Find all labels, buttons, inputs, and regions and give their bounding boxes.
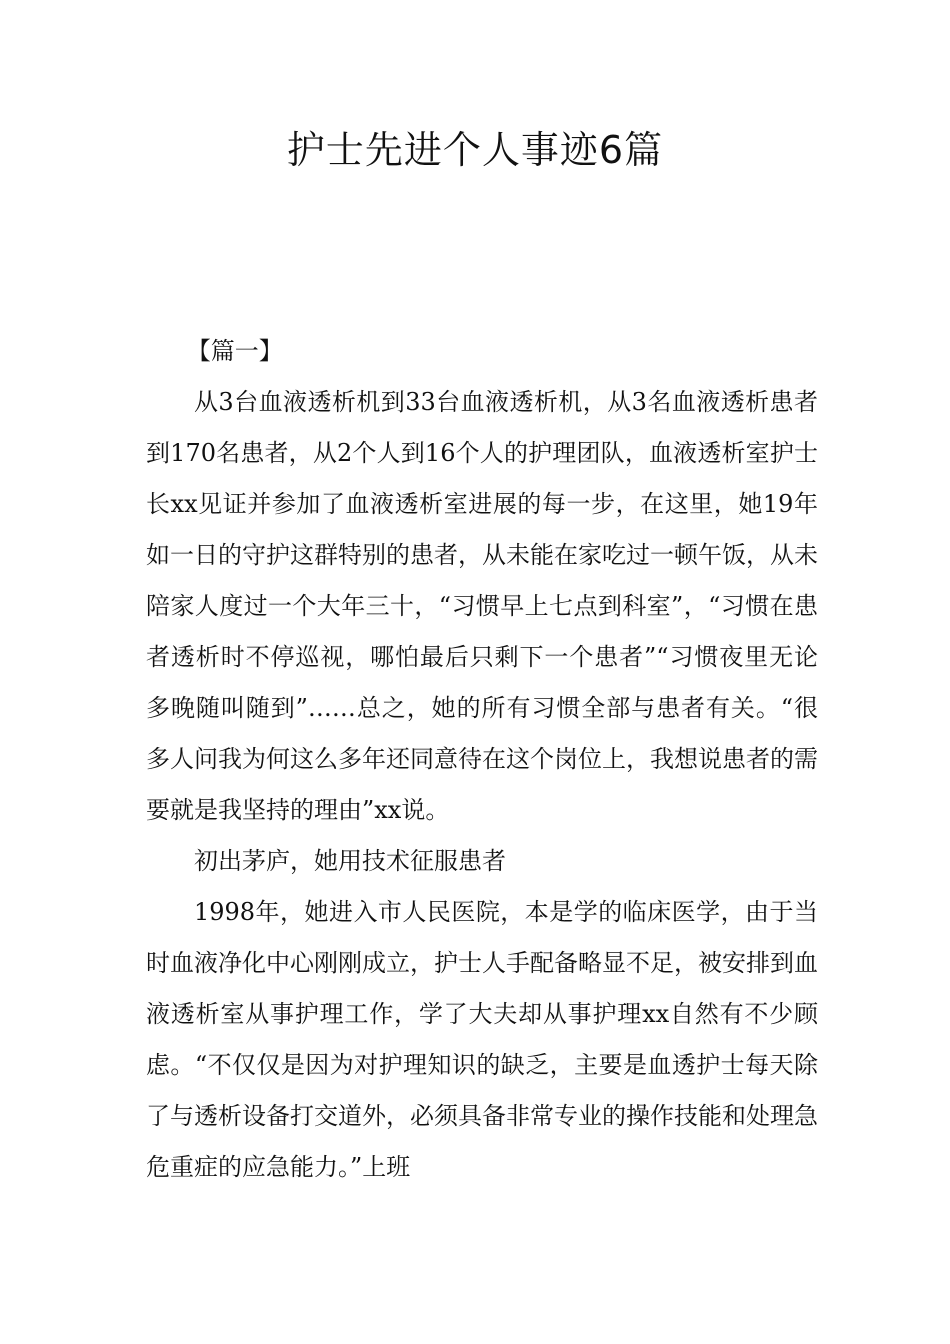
document-body [146,326,818,1193]
paragraph: 1998年，她进入市人民医院，本是学的临床医学，由于当时血液净化中心刚刚成立，护士人手配备略显不足，被安排到血液透析室从事护理工作，学了大夫却从事护理xx自然有不少顾虑。“不仅仅是因为对护理知识的缺乏，主要是血透护士每天除了与透析设备打交道外，必须具备非常专业的操作技能和处理急危重症的应急能力。”上班 [146,898,818,1181]
paragraph-subheading: 初出茅庐，她用技术征服患者 [194,847,506,875]
document-title: 护士先进个人事迹6篇 [286,128,664,172]
paragraph: 从3台血液透析机到33台血液透析机，从3名血液透析患者到170名患者，从2个人到16个人的护理团队，血液透析室护士长xx见证并参加了血液透析室进展的每一步，在这里，她19年如一日的守护这群特别的患者，从未能在家吃过一顿午饭，从未陪家人度过一个大年三十，“习惯早上七点到科室”，“习惯在患者透析时不停巡视，哪怕最后只剩下一个患者”“习惯夜里无论多晚随叫随到”……总之，她的所有习惯全部与患者有关。“很多人问我为何这么多年还同意待在这个岗位上，我想说患者的需要就是我坚持的理由”xx说。 [146,388,818,824]
section-label: 【篇一】 [186,337,283,365]
